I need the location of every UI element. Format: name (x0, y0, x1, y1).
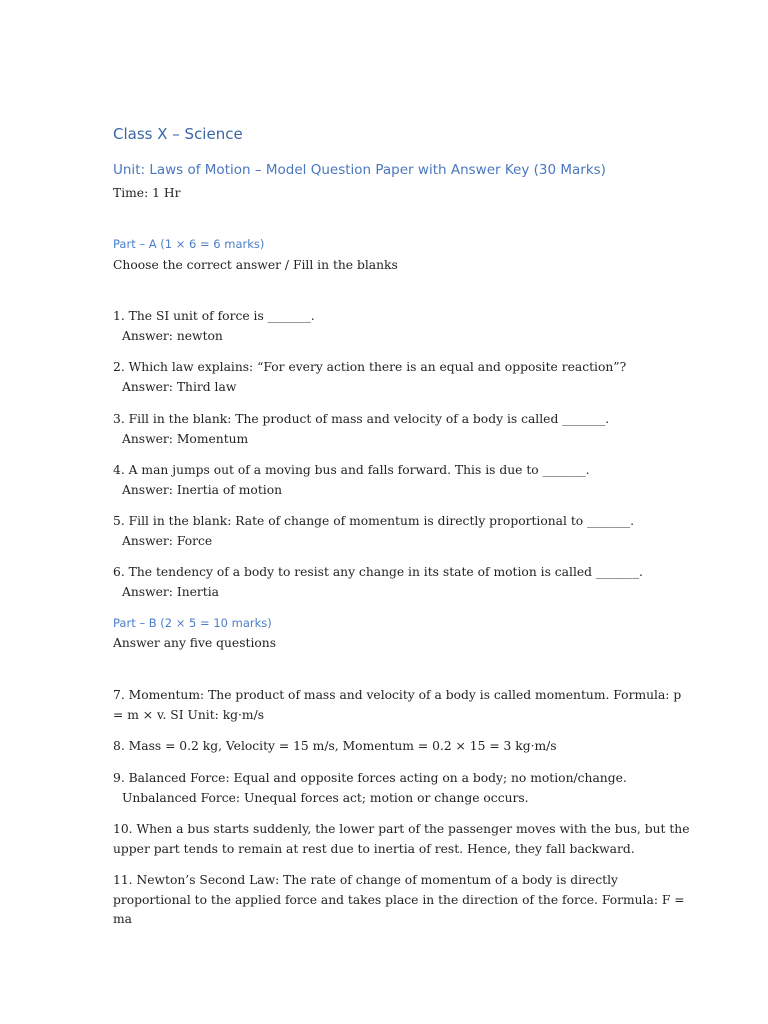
part-b-heading: Part – B (2 × 5 = 10 marks) (113, 616, 272, 630)
question-1 (113, 307, 658, 346)
answer-10 (113, 820, 690, 859)
question-4 (113, 461, 658, 500)
answer-line: 9. Balanced Force: Equal and opposite forces acting on a body; no motion/change. (113, 771, 627, 785)
part-a-instruction: Choose the correct answer / Fill in the blanks (113, 258, 398, 272)
question-text: 6. The tendency of a body to resist any change in its state of motion is called _______. (113, 565, 643, 579)
answer-7 (113, 686, 682, 725)
answer-line: = m × v. SI Unit: kg·m/s (113, 707, 265, 722)
answer-text: Answer: Force (122, 533, 213, 548)
answer-line: 8. Mass = 0.2 kg, Velocity = 15 m/s, Momentum = 0.2 × 15 = 3 kg·m/s (113, 739, 557, 753)
answer-text: Answer: Momentum (122, 431, 249, 446)
question-text: 4. A man jumps out of a moving bus and falls forward. This is due to _______. (113, 463, 590, 477)
answer-text: Answer: newton (122, 328, 223, 343)
answer-line: ma (113, 912, 132, 926)
question-text: 2. Which law explains: “For every action there is an equal and opposite reaction”? (113, 360, 627, 374)
answer-line: upper part tends to remain at rest due to inertia of rest. Hence, they fall backward. (113, 841, 635, 856)
question-3 (113, 410, 658, 449)
answer-line: Unbalanced Force: Unequal forces act; motion or change occurs. (122, 790, 529, 805)
question-2 (113, 358, 658, 397)
answer-line: 10. When a bus starts suddenly, the lower part of the passenger moves with the bus, but the (113, 822, 690, 836)
answer-line: 7. Momentum: The product of mass and velocity of a body is called momentum. Formula: p (113, 688, 682, 702)
question-6 (113, 563, 658, 602)
document-title: Class X – Science (113, 125, 243, 143)
answer-9 (113, 769, 658, 808)
answer-text: Answer: Inertia of motion (122, 482, 283, 497)
question-text: 3. Fill in the blank: The product of mass and velocity of a body is called _______. (113, 412, 610, 426)
part-a-heading: Part – A (1 × 6 = 6 marks) (113, 237, 265, 251)
answer-line: proportional to the applied force and takes place in the direction of the force. Formula: F = (113, 892, 685, 907)
question-5 (113, 512, 658, 551)
question-text: 5. Fill in the blank: Rate of change of momentum is directly proportional to _______. (113, 514, 635, 528)
time-allowed: Time: 1 Hr (113, 186, 181, 200)
answer-text: Answer: Third law (122, 379, 237, 394)
document-subtitle: Unit: Laws of Motion – Model Question Paper with Answer Key (30 Marks) (113, 162, 606, 178)
part-b-instruction: Answer any five questions (113, 636, 277, 650)
answer-line: 11. Newton’s Second Law: The rate of change of momentum of a body is directly (113, 873, 618, 887)
answer-11 (113, 871, 685, 930)
answer-8 (113, 737, 658, 757)
question-text: 1. The SI unit of force is _______. (113, 309, 315, 323)
answer-text: Answer: Inertia (122, 584, 219, 599)
